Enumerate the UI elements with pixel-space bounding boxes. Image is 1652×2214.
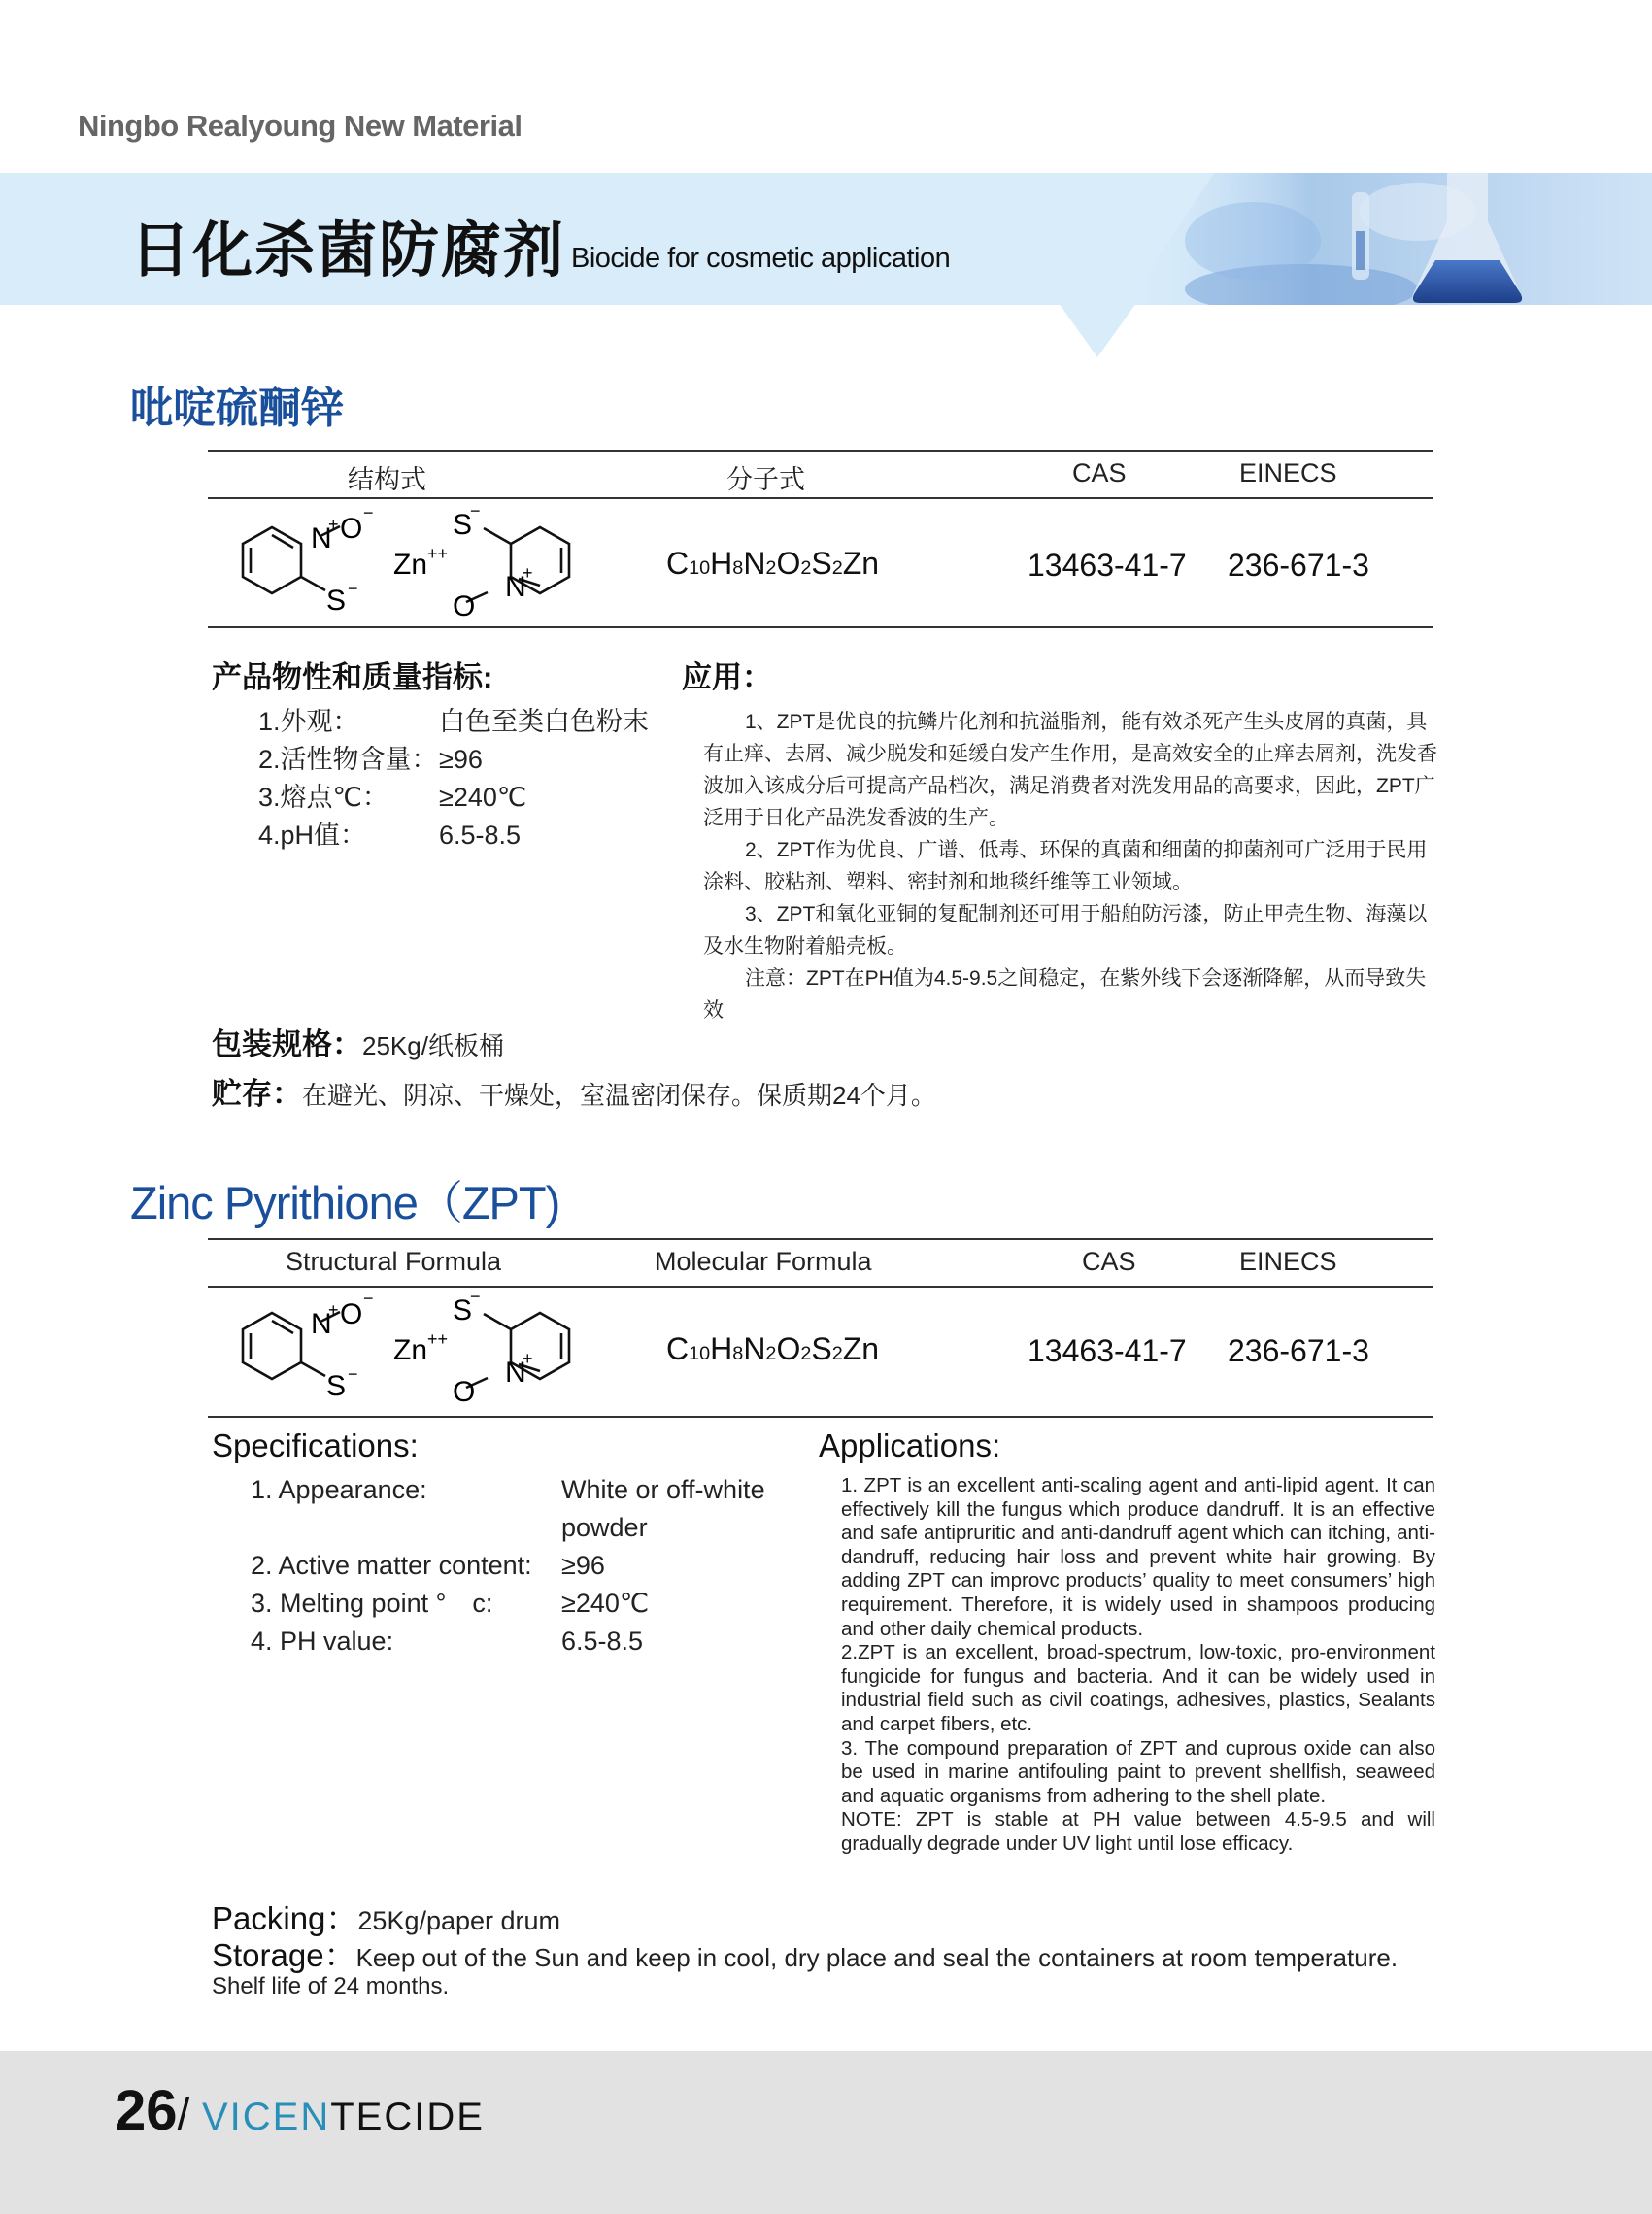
application-paragraph: 2、ZPT作为优良、广谱、低毒、环保的真菌和细菌的抑菌剂可广泛用于民用涂料、胶粘剂、塑料、密封剂和地毯纤维等工业领域。: [703, 839, 1428, 893]
spec-label: 3. Melting point ° c:: [251, 1589, 493, 1618]
en-specs-labels: [251, 1471, 532, 1660]
cn-storage-label: 贮存：: [212, 1077, 302, 1111]
en-molecular-formula: C10H8N2O2S2Zn: [666, 1331, 880, 1366]
struct-n-plus: +: [328, 515, 339, 534]
cn-specs-values: [439, 703, 649, 855]
spec-label: 3.熔点℃：: [258, 783, 388, 812]
en-packing-value: 25Kg/paper drum: [357, 1906, 561, 1935]
spec-value: White or off-white: [561, 1475, 765, 1504]
col-formula: 分子式: [726, 465, 805, 494]
spec-value: 白色至类白色粉末: [439, 707, 649, 736]
en-specs-values: [561, 1471, 765, 1660]
spec-value: ≥240℃: [561, 1589, 650, 1618]
en-col-cas: CAS: [1082, 1247, 1136, 1276]
col-structure: 结构式: [348, 465, 426, 494]
struct-o: O: [340, 1298, 363, 1330]
en-storage-value: Keep out of the Sun and keep in cool, dry place and seal the containers at room temperature.: [355, 1943, 1399, 1972]
struct-o: O: [340, 513, 363, 545]
table-bottom-rule: [208, 626, 1433, 628]
application-paragraph: 1. ZPT is an excellent anti-scaling agent and anti-lipid agent. It can effectively kill the fungus which produce dandruff. It is an effective and safe antipruritic and anti-dandruff agent which can itching, anti-dandruff, reducing hair loss and prevent white hair growing. By adding ZPT can improvc products’ quality to meet consumers’ high requirement. Therefore, it is widely used in shampoos producing and other daily chemical products.: [841, 1474, 1435, 1640]
spec-label: 2. Active matter content:: [251, 1551, 532, 1580]
spec-value: 6.5-8.5: [561, 1627, 644, 1656]
application-paragraph: 3、ZPT和氧化亚铜的复配制剂还可用于船舶防污漆，防止甲壳生物、海藻以及水生物附着船壳板。: [703, 903, 1428, 957]
struct-zn-charge: ++: [427, 1329, 449, 1349]
spec-value: powder: [561, 1513, 648, 1542]
en-storage: [212, 1930, 1398, 1976]
struct-s2-minus: −: [470, 501, 481, 520]
lab-flask-image: [1127, 173, 1652, 305]
spec-value: ≥96: [561, 1551, 605, 1580]
company-name: Ningbo Realyoung New Material: [78, 109, 523, 143]
banner-title-cn: 日化杀菌防腐剂: [130, 215, 566, 285]
struct-n2-plus: +: [523, 1349, 533, 1368]
banner-notch: [1059, 303, 1136, 357]
struct-o2: O: [453, 590, 476, 621]
spec-value: ≥96: [439, 745, 483, 774]
struct-o-minus: −: [363, 503, 374, 522]
struct-o2: O: [453, 1376, 476, 1407]
cas-number: 13463-41-7: [1028, 548, 1187, 583]
cn-packing-label: 包装规格：: [212, 1027, 362, 1061]
cn-packing: [212, 1020, 504, 1063]
structural-formula-diagram: [233, 501, 612, 621]
en-cas-number: 13463-41-7: [1028, 1333, 1187, 1368]
struct-s2-minus: −: [470, 1287, 481, 1306]
cn-app-heading: 应用：: [682, 660, 772, 694]
structural-formula-diagram: [233, 1287, 612, 1407]
struct-n-plus: +: [328, 1300, 339, 1320]
struct-zn: Zn: [393, 1334, 428, 1366]
en-specs-heading: Specifications:: [212, 1427, 419, 1463]
en-storage-label: Storage：: [212, 1937, 356, 1973]
struct-s-minus: −: [348, 579, 358, 598]
spec-value: ≥240℃: [439, 783, 527, 812]
en-col-formula: Molecular Formula: [655, 1247, 872, 1276]
struct-o-minus: −: [363, 1289, 374, 1308]
table-header-rule: [208, 497, 1433, 499]
struct-n: N: [311, 522, 332, 554]
cn-section-title: 吡啶硫酮锌: [130, 384, 344, 433]
brand-logo: VICENTECIDE: [202, 2096, 485, 2138]
en-section-title: Zinc Pyrithione（ZPT): [130, 1177, 560, 1228]
en-applications: [841, 1474, 1435, 1857]
table-top-rule: [208, 450, 1433, 452]
application-paragraph: 1、ZPT是优良的抗鳞片化剂和抗溢脂剂，能有效杀死产生头皮屑的真菌，具有止痒、去屑、减少脱发和延缓白发产生作用，是高效安全的止痒去屑剂，洗发香波加入该成分后可提高产品档次，满足消费者对洗发用品的高要求，因此，ZPT广泛用于日化产品洗发香波的生产。: [703, 711, 1437, 829]
en-shelf-life: Shelf life of 24 months.: [212, 1973, 450, 1999]
spec-label: 1. Appearance:: [251, 1475, 427, 1504]
en-packing-label: Packing：: [212, 1900, 358, 1936]
en-einecs-number: 236-671-3: [1228, 1333, 1369, 1368]
en-app-heading: Applications:: [819, 1427, 1001, 1463]
struct-n2-plus: +: [523, 563, 533, 583]
spec-label: 1.外观：: [258, 707, 359, 736]
struct-s: S: [326, 585, 347, 617]
application-paragraph: 3. The compound preparation of ZPT and cuprous oxide can also be used in marine antifouling paint to prevent shellfish, seaweed and aquatic organisms from adhering to the shell plate.: [841, 1736, 1435, 1807]
en-table-top-rule: [208, 1238, 1433, 1240]
page-number: 26/: [115, 2079, 190, 2142]
struct-s2: S: [453, 1294, 473, 1326]
struct-n2: N: [505, 1357, 526, 1389]
cn-packing-value: 25Kg/纸板桶: [362, 1031, 504, 1060]
cn-specs-labels: [258, 703, 438, 855]
banner-title-en: Biocide for cosmetic application: [571, 243, 951, 274]
cn-storage: [212, 1069, 936, 1113]
struct-s: S: [326, 1370, 347, 1402]
einecs-number: 236-671-3: [1228, 548, 1369, 583]
struct-s-minus: −: [348, 1364, 358, 1384]
en-col-structure: Structural Formula: [286, 1247, 502, 1276]
molecular-formula: C10H8N2O2S2Zn: [666, 546, 880, 581]
application-note: NOTE: ZPT is stable at PH value between 4.5-9.5 and will gradually degrade under UV light until lose efficacy.: [841, 1808, 1435, 1855]
spec-value: 6.5-8.5: [439, 821, 522, 850]
spec-label: 4. PH value:: [251, 1627, 394, 1656]
cn-storage-value: 在避光、阴凉、干燥处，室温密闭保存。保质期24个月。: [302, 1081, 936, 1110]
application-note: 注意：ZPT在PH值为4.5-9.5之间稳定，在紫外线下会逐渐降解，从而导致失效: [703, 967, 1427, 1022]
col-einecs: EINECS: [1239, 458, 1337, 487]
struct-s2: S: [453, 509, 473, 541]
spec-label: 4.pH值：: [258, 821, 367, 850]
cn-applications: [703, 706, 1439, 1026]
en-table-bottom-rule: [208, 1416, 1433, 1418]
en-col-einecs: EINECS: [1239, 1247, 1337, 1276]
struct-n2: N: [505, 571, 526, 603]
struct-zn-charge: ++: [427, 544, 449, 563]
col-cas: CAS: [1072, 458, 1127, 487]
struct-zn: Zn: [393, 549, 428, 581]
application-paragraph: 2.ZPT is an excellent, broad-spectrum, low-toxic, pro-environment fungicide for fungus and bacteria. And it can be widely used in industrial field such as civil coatings, adhesives, plastics, Sealants and carpet fibers, etc.: [841, 1641, 1435, 1735]
spec-label: 2.活性物含量：: [258, 745, 438, 774]
cn-specs-heading: 产品物性和质量指标:: [212, 660, 493, 694]
struct-n: N: [311, 1308, 332, 1340]
